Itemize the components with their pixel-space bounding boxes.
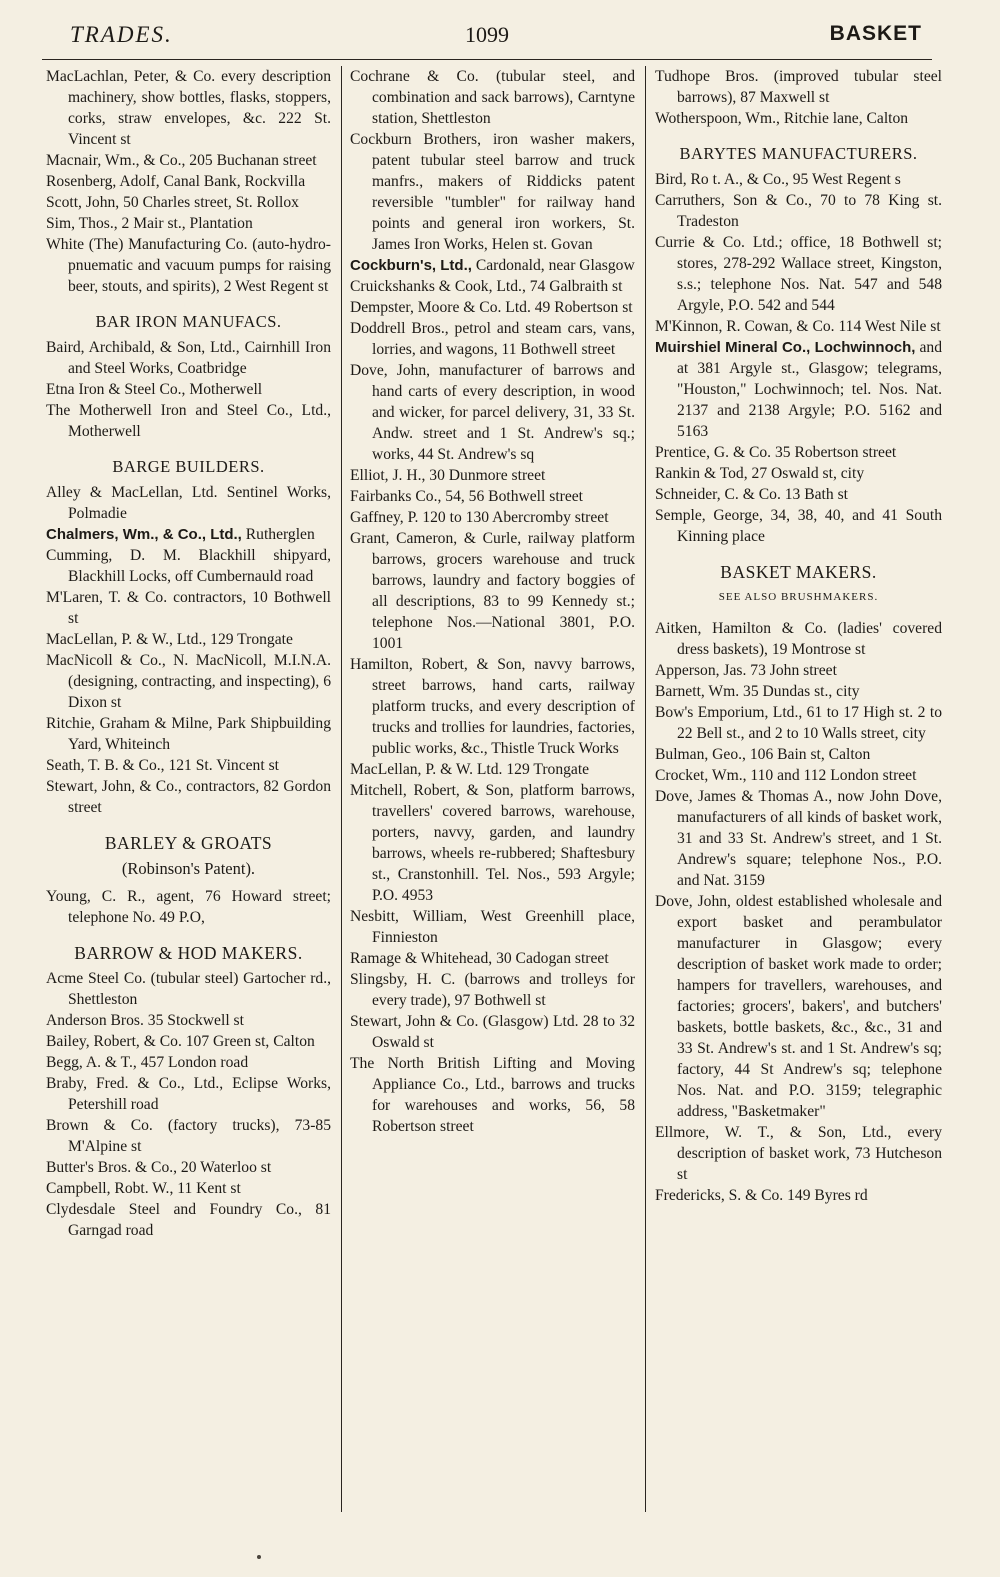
- page-header: [42, 22, 922, 56]
- entry-text: Cardonald, near Glasgow: [475, 257, 635, 274]
- trade-subheading: (Robinson's Patent).: [121, 859, 256, 878]
- directory-entry: Cumming, D. M. Blackhill shipyard, Blackhill Locks, off Cumbernauld road: [46, 547, 331, 585]
- directory-entry: The Motherwell Iron and Steel Co., Ltd., Motherwell: [46, 402, 331, 440]
- directory-entry: Ritchie, Graham & Milne, Park Shipbuilding Yard, Whiteinch: [46, 715, 331, 753]
- column-1: [46, 66, 331, 1241]
- directory-entry: Anderson Bros. 35 Stockwell st: [46, 1012, 244, 1029]
- directory-entry: Nesbitt, William, West Greenhill place, Finnieston: [350, 908, 635, 946]
- directory-entry: Dove, John, oldest established wholesale and export basket and perambulator manufacturer in Glasgow; every description of basket work made to order; hampers for travellers, warehouses, and factories; grocers', bakers', and butchers' baskets, bottle baskets, &c., &c., 31 and 33 St. Andrew's st. and 1 St. Andrew's sq; factory, 44 St Andrew's sq; telephone Nos. Nat. and P.O. 3159; telegraphic address, "Basketmaker": [655, 893, 942, 1120]
- directory-entry: Campbell, Robt. W., 11 Kent st: [46, 1180, 241, 1197]
- trade-heading: BARYTES MANUFACTURERS.: [679, 144, 918, 163]
- directory-entry: Cochrane & Co. (tubular steel, and combination and sack barrows), Carntyne station, Shettleston: [350, 68, 635, 127]
- directory-entry: Bulman, Geo., 106 Bain st, Calton: [655, 746, 871, 763]
- directory-entry: Carruthers, Son & Co., 70 to 78 King st. Tradeston: [655, 192, 942, 230]
- directory-entry: Wotherspoon, Wm., Ritchie lane, Calton: [655, 110, 909, 127]
- directory-entry: Elliot, J. H., 30 Dunmore street: [350, 467, 546, 484]
- directory-entry: Fredericks, S. & Co. 149 Byres rd: [655, 1187, 868, 1204]
- directory-entry: Rankin & Tod, 27 Oswald st, city: [655, 465, 865, 482]
- column-2: [350, 66, 635, 1137]
- running-head-trades: TRADES.: [70, 22, 173, 47]
- directory-entry: Alley & MacLellan, Ltd. Sentinel Works, Polmadie: [46, 484, 331, 522]
- directory-entry: Doddrell Bros., petrol and steam cars, vans, lorries, and wagons, 11 Bothwell street: [350, 320, 635, 358]
- page-number: 1099: [465, 22, 509, 47]
- directory-entry: Aitken, Hamilton & Co. (ladies' covered dress baskets), 19 Montrose st: [655, 620, 942, 658]
- directory-entry: Stewart, John & Co. (Glasgow) Ltd. 28 to 32 Oswald st: [350, 1013, 635, 1051]
- directory-entry: Slingsby, H. C. (barrows and trolleys for every trade), 97 Bothwell st: [350, 971, 635, 1009]
- directory-entry: Tudhope Bros. (improved tubular steel barrows), 87 Maxwell st: [655, 68, 942, 106]
- trade-heading: BARROW & HOD MAKERS.: [74, 943, 303, 963]
- directory-entry: Apperson, Jas. 73 John street: [655, 662, 837, 679]
- header-rule: [42, 59, 932, 60]
- directory-entry: Mitchell, Robert, & Son, platform barrows, travellers' covered barrows, warehouse, porters, navvy, garden, and laundry barrows, wheels re-rubbered; Shaftesbury st., Cranstonhill. Tel. Nos., 593 Argyle; P.O. 4953: [350, 782, 635, 904]
- directory-entry: Sim, Thos., 2 Mair st., Plantation: [46, 215, 253, 232]
- entry-text: and at 381 Argyle st., Glasgow; telegrams, "Houston," Lochwinnoch; tel. Nos. Nat. 2137 and 2138 Argyle; P.O. 5162 and 5163: [677, 339, 942, 440]
- directory-entry: Seath, T. B. & Co., 121 St. Vincent st: [46, 757, 279, 774]
- see-also-note: SEE ALSO BRUSHMAKERS.: [718, 591, 879, 603]
- column-3: [655, 66, 942, 1206]
- directory-entry: Dempster, Moore & Co. Ltd. 49 Robertson st: [350, 299, 633, 316]
- directory-entry: Semple, George, 34, 38, 40, and 41 South Kinning place: [655, 507, 942, 545]
- directory-entry: [46, 524, 331, 545]
- directory-entry: Crocket, Wm., 110 and 112 London street: [655, 767, 917, 784]
- directory-entry: Acme Steel Co. (tubular steel) Gartocher rd., Shettleston: [46, 970, 331, 1008]
- directory-entry: Clydesdale Steel and Foundry Co., 81 Garngad road: [46, 1201, 331, 1239]
- trade-heading: BARGE BUILDERS.: [112, 457, 265, 476]
- directory-entry: Ellmore, W. T., & Son, Ltd., every description of basket work, 73 Hutcheson st: [655, 1124, 942, 1183]
- directory-entry: Cockburn Brothers, iron washer makers, patent tubular steel barrow and truck manfrs., makers of Riddicks patent reversible "tumbler" for railway hand points and general iron workers, St. James Iron Works, Helen st. Govan: [350, 131, 635, 253]
- directory-entry: Bailey, Robert, & Co. 107 Green st, Calton: [46, 1033, 315, 1050]
- directory-entry: Etna Iron & Steel Co., Motherwell: [46, 381, 263, 398]
- directory-entry: The North British Lifting and Moving Appliance Co., Ltd., barrows and trucks for warehouses and works, 56, 58 Robertson street: [350, 1055, 635, 1135]
- directory-entry: Young, C. R., agent, 76 Howard street; telephone No. 49 P.O,: [46, 888, 331, 926]
- directory-entry: Hamilton, Robert, & Son, navvy barrows, street barrows, hand carts, railway platform trucks, and every description of trucks and trollies for laundries, factories, public works, &c., Thistle Truck Works: [350, 656, 635, 757]
- trade-heading: BASKET MAKERS.: [720, 562, 877, 582]
- trade-heading: BAR IRON MANUFACS.: [95, 312, 282, 331]
- entry-name-bold: Muirshiel Mineral Co., Lochwinnoch,: [655, 339, 916, 356]
- directory-entry: M'Laren, T. & Co. contractors, 10 Bothwell st: [46, 589, 331, 627]
- directory-entry: Schneider, C. & Co. 13 Bath st: [655, 486, 848, 503]
- directory-entry: Ramage & Whitehead, 30 Cadogan street: [350, 950, 609, 967]
- directory-entry: M'Kinnon, R. Cowan, & Co. 114 West Nile st: [655, 318, 941, 335]
- directory-entry: Barnett, Wm. 35 Dundas st., city: [655, 683, 860, 700]
- directory-entry: Butter's Bros. & Co., 20 Waterloo st: [46, 1159, 272, 1176]
- directory-entry: Rosenberg, Adolf, Canal Bank, Rockvilla: [46, 173, 306, 190]
- directory-entry: MacLellan, P. & W., Ltd., 129 Trongate: [46, 631, 293, 648]
- directory-entry: Cruickshanks & Cook, Ltd., 74 Galbraith st: [350, 278, 623, 295]
- directory-entry: Scott, John, 50 Charles street, St. Rollox: [46, 194, 299, 211]
- directory-entry: Stewart, John, & Co., contractors, 82 Gordon street: [46, 778, 331, 816]
- directory-entry: [350, 255, 635, 276]
- directory-entry: Gaffney, P. 120 to 130 Abercromby street: [350, 509, 609, 526]
- column-divider-2: [645, 66, 646, 1512]
- entry-name-bold: Cockburn's, Ltd.,: [350, 257, 472, 274]
- entry-name-bold: Chalmers, Wm., & Co., Ltd.,: [46, 526, 242, 543]
- directory-entry: Dove, James & Thomas A., now John Dove, manufacturers of all kinds of basket work, 31 and 33 St. Andrew's street, and 1 St. Andrew's square; telephone Nos., P.O. and Nat. 3159: [655, 788, 942, 889]
- directory-entry: Fairbanks Co., 54, 56 Bothwell street: [350, 488, 584, 505]
- directory-entry: MacNicoll & Co., N. MacNicoll, M.I.N.A. (designing, contracting, and inspecting), 6 Dixon st: [46, 652, 331, 711]
- trade-heading: BARLEY & GROATS: [104, 833, 273, 853]
- directory-entry: Grant, Cameron, & Curle, railway platform barrows, grocers warehouse and truck barrows, laundry and factory boggies of all descriptions, 83 to 99 Kennedy st.; telephone Nos.—National 3801, P.O. 1001: [350, 530, 635, 652]
- directory-entry: Macnair, Wm., & Co., 205 Buchanan street: [46, 152, 317, 169]
- directory-entry: Prentice, G. & Co. 35 Robertson street: [655, 444, 897, 461]
- directory-entry: Dove, John, manufacturer of barrows and hand carts of every description, in wood and wicker, for parcel delivery, 31, 33 St. Andw. street and 1 St. Andrew's sq.; works, 44 St. Andrew's sq: [350, 362, 635, 463]
- directory-entry: Brown & Co. (factory trucks), 73-85 M'Alpine st: [46, 1117, 331, 1155]
- directory-entry: Bird, Ro t. A., & Co., 95 West Regent s: [655, 171, 901, 188]
- directory-entry: Braby, Fred. & Co., Ltd., Eclipse Works, Petershill road: [46, 1075, 331, 1113]
- directory-entry: MacLellan, P. & W. Ltd. 129 Trongate: [350, 761, 590, 778]
- directory-entry: Bow's Emporium, Ltd., 61 to 17 High st. 2 to 22 Bell st., and 2 to 10 Walls street, city: [655, 704, 942, 742]
- directory-entry: White (The) Manufacturing Co. (auto-hydro-pnuematic and vacuum pumps for raising beer, stouts, and spirits), 2 West Regent st: [46, 236, 331, 295]
- directory-entry: Baird, Archibald, & Son, Ltd., Cairnhill Iron and Steel Works, Coatbridge: [46, 339, 331, 377]
- directory-entry: Begg, A. & T., 457 London road: [46, 1054, 249, 1071]
- column-divider-1: [341, 66, 342, 1512]
- print-speck: [257, 1555, 261, 1559]
- directory-entry: MacLachlan, Peter, & Co. every description machinery, show bottles, flasks, stoppers, corks, straw envelopes, &c. 222 St. Vincent st: [46, 68, 331, 148]
- running-head-section: BASKET: [829, 22, 922, 45]
- directory-entry: Currie & Co. Ltd.; office, 18 Bothwell st; stores, 278-292 Wallace street, Kingston, s.s.; telephone Nos. Nat. 547 and 548 Argyle, P.O. 542 and 544: [655, 234, 942, 314]
- directory-entry: [655, 337, 942, 442]
- entry-text: Rutherglen: [245, 526, 315, 543]
